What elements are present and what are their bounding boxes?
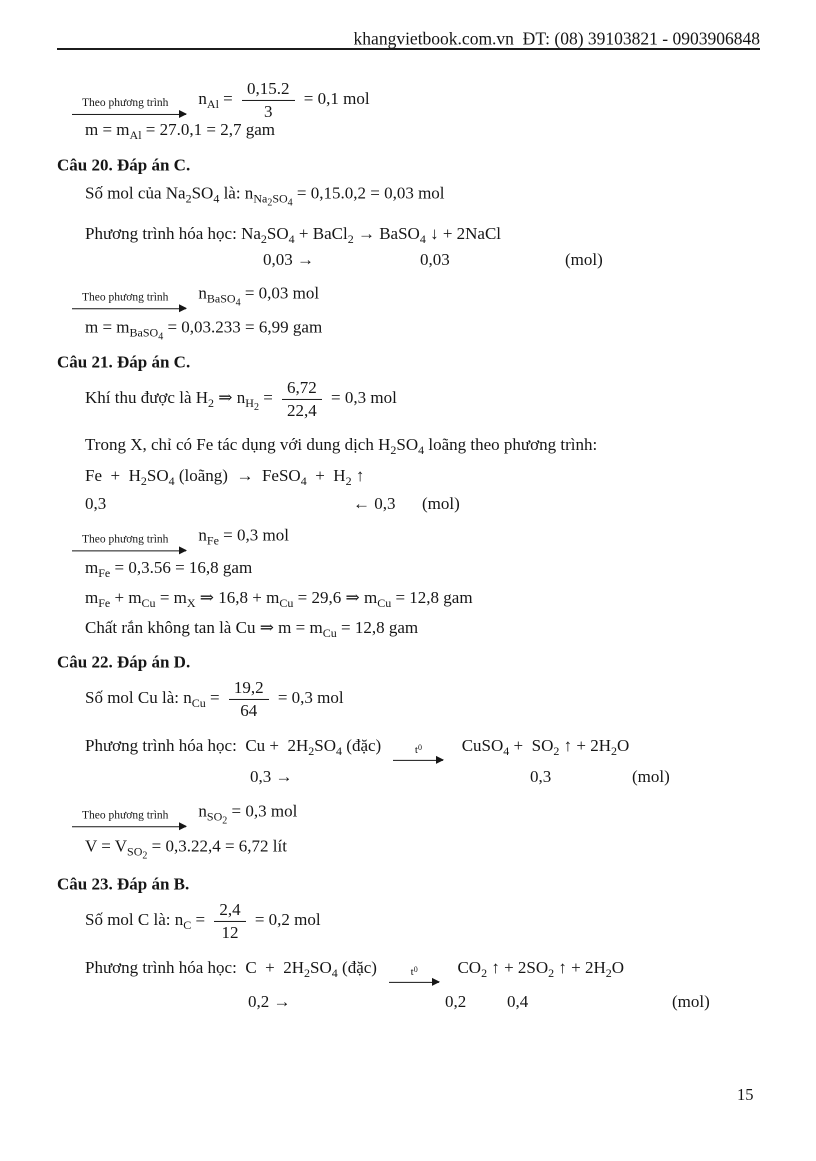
q20-line-equation: Phương trình hóa học: $Na_2SO_4$ + BaCl$_2$ → BaSO$_4$ ↓ + 2NaCl: [85, 224, 502, 246]
question-21-heading: Câu 21. Đáp án C.: [57, 352, 191, 372]
theo-phuong-trinh-arrow-icon: Theo phương trình: [72, 285, 186, 309]
q22-mol-coefficient-2: 0,3: [530, 767, 552, 786]
theo-phuong-trinh-arrow-icon: Theo phương trình: [72, 91, 186, 115]
temperature-arrow-icon: $t^0$: [389, 960, 439, 983]
solution-line-al-mol: Theo phương trình $n_{Al}$ = $\frac{0,15.2}{3}$ = 0,1 mol: [72, 79, 370, 121]
q23-line-equation: Phương trình hóa học: $C + 2H_2SO_4$ (đặc) $t^0$ $CO_2$ ↑ + $2SO_2$ ↑ + $2H_2O$: [85, 957, 624, 983]
q23-mol-coefficient-1: 0,2 →: [248, 992, 291, 1011]
q21-line-conclusion: Chất rắn không tan là Cu ⇒ $m = m_{Cu} = 12,8$ gam: [85, 618, 419, 640]
q23-mol-coefficient-2: 0,2: [445, 992, 467, 1011]
q22-line-volume: $V = V_{SO2} = 0,3.22,4 = 6,72$ lít: [85, 836, 287, 862]
q21-line-h2-mol: Khí thu được là $H_2$ ⇒ $n_{H2}$ = $\frac{6,72}{22,4}$ = 0,3 mol: [85, 377, 397, 420]
q21-line-fe-mass: $m_{Fe} = 0,3.56 = 16,8$ gam: [85, 558, 253, 580]
fraction: $\frac{19,2}{64}$: [229, 678, 269, 720]
q21-mol-coefficient-1: 0,3: [85, 494, 107, 513]
q20-line-baso4-mass: $m = m_{BaSO4} = 0,03.233 = 6,99$ gam: [85, 317, 323, 343]
fraction: $\frac{0,15.2}{3}$: [242, 79, 295, 121]
fraction: $\frac{6,72}{22,4}$: [282, 378, 322, 420]
theo-phuong-trinh-arrow-icon: Theo phương trình: [72, 527, 186, 551]
question-20-heading: Câu 20. Đáp án C.: [57, 155, 191, 175]
q21-line-cu-mass: $m_{Fe} + m_{Cu} = m_X$ ⇒ $16,8 + m_{Cu} = 29,6$ ⇒ $m_{Cu} = 12,8$ gam: [85, 588, 473, 610]
q23-mol-unit: (mol): [672, 992, 710, 1011]
question-23-heading: Câu 23. Đáp án B.: [57, 874, 190, 894]
q20-line-baso4-mol: Theo phương trình $n_{BaSO4} = 0,03$ mol: [72, 282, 319, 310]
temperature-arrow-icon: $t^0$: [393, 738, 443, 761]
q21-mol-unit: (mol): [422, 494, 460, 513]
q22-line-equation: Phương trình hóa học: $Cu + 2H_2SO_4$ (đặc) $t^0$ CuSO$_4$ + $SO_2$ ↑ + $2H_2O$: [85, 735, 629, 761]
q21-line-note: Trong X, chỉ có Fe tác dụng với dung dịch $H_2SO_4$ loãng theo phương trình:: [85, 435, 598, 457]
header-contact: khangvietbook.com.vn ĐT: (08) 39103821 - 0903906848: [353, 28, 760, 49]
q21-mol-coefficient-2: ← 0,3: [353, 494, 396, 513]
q22-line-cu-mol: Số mol Cu là: $n_{Cu}$ = $\frac{19,2}{64}$ = 0,3 mol: [85, 677, 344, 720]
solution-line-al-mass: $m = m_{Al} = 27.0,1 = 2,7$ gam: [85, 120, 275, 142]
question-22-heading: Câu 22. Đáp án D.: [57, 652, 191, 672]
q22-mol-coefficient-1: 0,3 →: [250, 767, 293, 786]
q20-line-mol: Số mol của $Na_2SO_4$ là: $n_{Na2SO4} = 0,15.0,2 = 0,03$ mol: [85, 183, 445, 209]
q22-mol-unit: (mol): [632, 767, 670, 786]
q21-line-fe-mol: Theo phương trình $n_{Fe} = 0,3$ mol: [72, 524, 289, 551]
q20-mol-coefficient-2: 0,03: [420, 250, 450, 269]
q21-line-equation: $Fe + H_2SO_4$ (loãng) → FeSO$_4$ + $H_2$ ↑: [85, 466, 365, 488]
page-number: 15: [737, 1085, 754, 1104]
q23-mol-coefficient-3: 0,4: [507, 992, 529, 1011]
q22-line-so2-mol: Theo phương trình $n_{SO2} = 0,3$ mol: [72, 800, 297, 828]
fraction: $\frac{2,4}{12}$: [214, 900, 245, 942]
q20-mol-unit: (mol): [565, 250, 603, 269]
theo-phuong-trinh-arrow-icon: Theo phương trình: [72, 803, 186, 827]
q23-line-c-mol: Số mol C là: $n_C$ = $\frac{2,4}{12}$ = 0,2 mol: [85, 899, 321, 942]
header-rule: [57, 48, 760, 50]
q20-mol-coefficient-1: 0,03 →: [263, 250, 314, 269]
